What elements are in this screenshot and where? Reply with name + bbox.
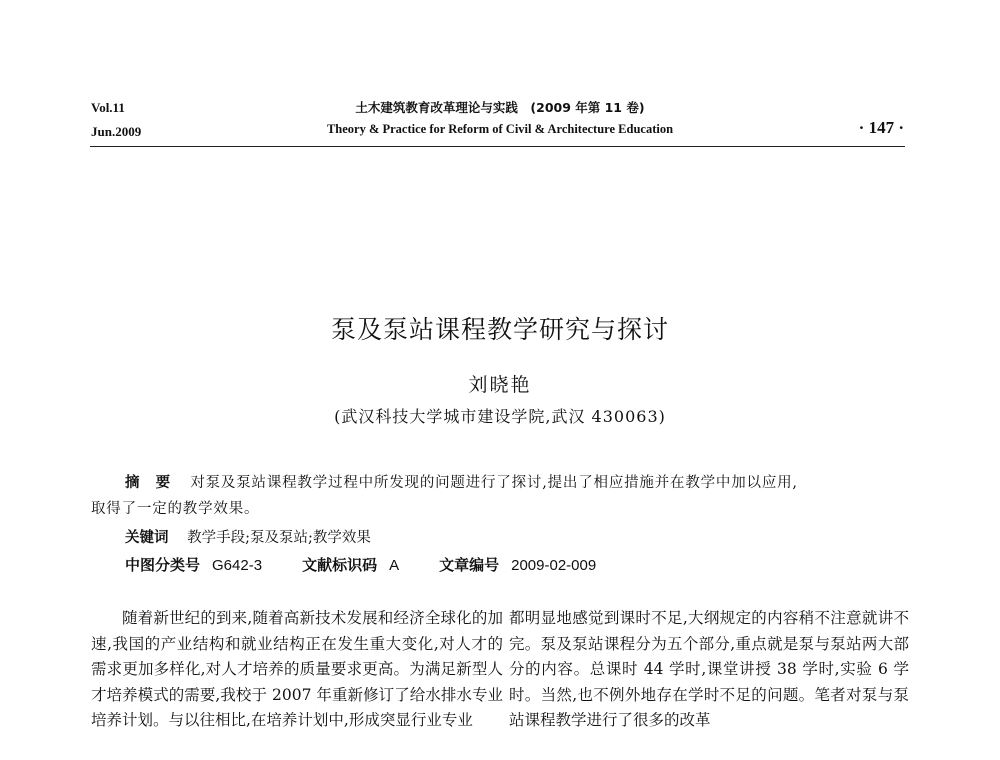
keywords-value: 教学手段;泵及泵站;教学效果 bbox=[187, 530, 371, 546]
abstract-label: 摘 要 bbox=[125, 475, 171, 491]
article-no-value: 2009-02-009 bbox=[511, 557, 597, 574]
author-affiliation: (武汉科技大学城市建设学院,武汉 430063) bbox=[334, 407, 666, 426]
abstract-line-1 bbox=[125, 471, 798, 492]
article-no-label: 文章编号 bbox=[439, 556, 500, 574]
volume-label: Vol.11 bbox=[91, 100, 125, 115]
keywords-line bbox=[125, 526, 371, 547]
doc-code-value: A bbox=[389, 557, 400, 574]
journal-title-en: Theory & Practice for Reform of Civil & Architecture Education bbox=[326, 122, 674, 136]
body-paragraph-right: 都明显地感觉到课时不足,大纲规定的内容稍不注意就讲不完。泵及泵站课程分为五个部分,重点就是泵与泵站两大部分的内容。总课时 44 学时,课堂讲授 38 学时,实验 6 学时。当然,也不例外地存在学时不足的问题。笔者对泵与泵站课程教学进行了很多的改革 bbox=[509, 609, 909, 729]
body-column-right bbox=[509, 606, 909, 734]
abstract-text-1: 对泵及泵站课程教学过程中所发现的问题进行了探讨,提出了相应措施并在教学中加以应用, bbox=[190, 475, 798, 491]
keywords-label: 关键词 bbox=[125, 530, 169, 546]
abstract-text-2: 取得了一定的教学效果。 bbox=[91, 501, 260, 517]
clc-value: G642-3 bbox=[212, 557, 263, 574]
body-column-left bbox=[91, 606, 503, 734]
clc-label: 中图分类号 bbox=[125, 556, 201, 574]
author-name: 刘晓艳 bbox=[468, 374, 532, 396]
body-paragraph-left: 随着新世纪的到来,随着高新技术发展和经济全球化的加速,我国的产业结构和就业结构正在发生重大变化,对人才的需求更加多样化,对人才培养的质量要求更高。为满足新型人才培养模式的需要,我校于 2007 年重新修订了给水排水专业培养计划。与以往相比,在培养计划中,形成突显行业专业 bbox=[91, 609, 503, 729]
journal-title-cn: 土木建筑教育改革理论与实践 (2009 年第 11 卷) bbox=[355, 100, 645, 115]
article-title: 泵及泵站课程教学研究与探讨 bbox=[330, 315, 669, 344]
page-number: · 147 · bbox=[858, 118, 904, 137]
issue-date: Jun.2009 bbox=[91, 124, 142, 139]
classification-line bbox=[125, 554, 636, 575]
doc-code-label: 文献标识码 bbox=[302, 556, 378, 574]
header-rule bbox=[90, 146, 905, 147]
